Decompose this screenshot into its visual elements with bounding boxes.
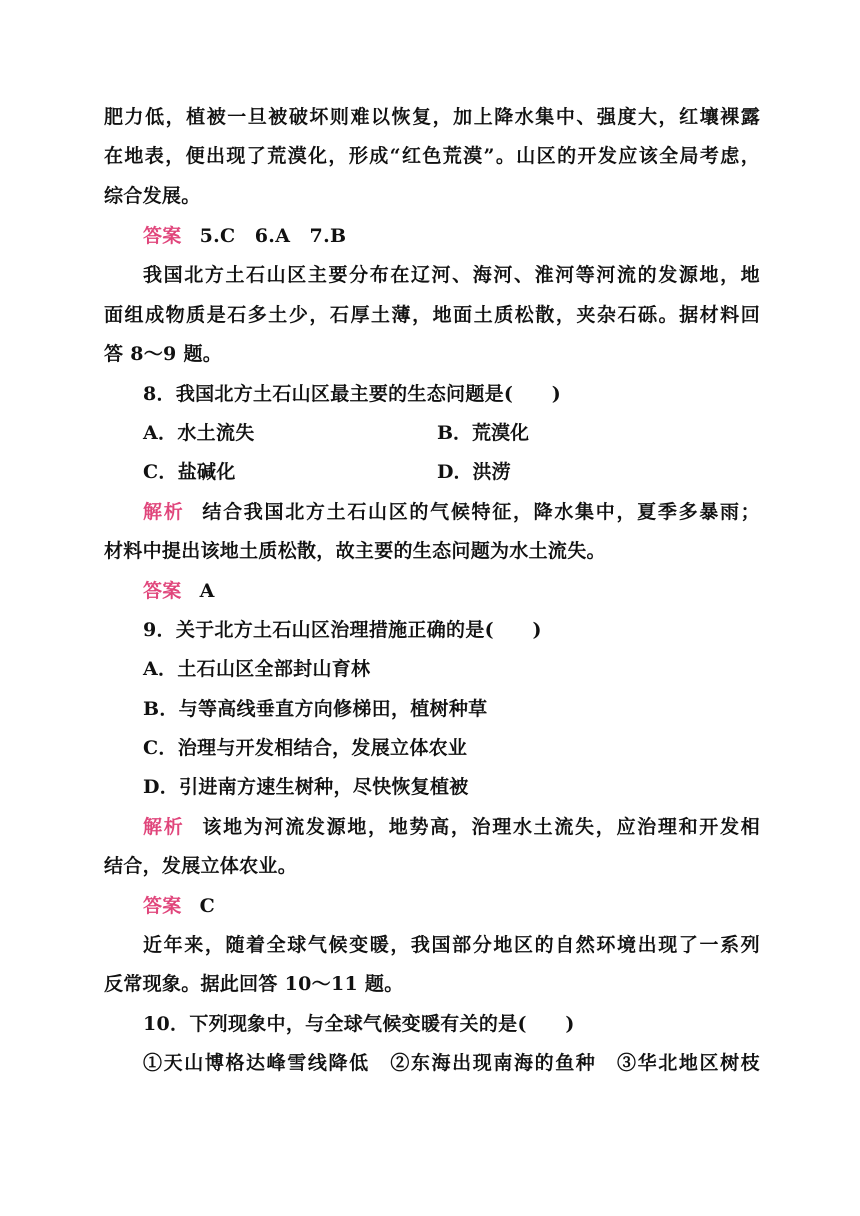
q8-option-c: C．盐碱化	[143, 461, 236, 483]
answer-tag: 答案	[143, 580, 182, 602]
q8-answer-value: A	[199, 580, 215, 602]
answer-tag: 答案	[143, 895, 182, 917]
q9-stem: 9．关于北方土石山区治理措施正确的是( )	[143, 619, 542, 641]
q8-answer	[143, 579, 760, 605]
intro-line-3: 综合发展。	[104, 185, 201, 207]
q9-option-b: B．与等高线垂直方向修梯田，植树种草	[143, 698, 488, 720]
q9-answer	[143, 894, 760, 920]
material-8-9-line-2: 面组成物质是石多土少，石厚土薄，地面土质松散，夹杂石砾。据材料回	[104, 304, 760, 326]
q8-analysis-text: 结合我国北方土石山区的气候特征，降水集中，夏季多暴雨；	[202, 501, 760, 523]
q8-option-a: A．水土流失	[143, 422, 255, 444]
material-8-9-line-3: 答 8～9 题。	[104, 343, 223, 365]
q9-answer-value: C	[199, 895, 216, 917]
material-10-11-line-1: 近年来，随着全球气候变暖，我国部分地区的自然环境出现了一系列	[143, 934, 760, 956]
intro-line-1: 肥力低，植被一旦被破坏则难以恢复，加上降水集中、强度大，红壤裸露	[104, 106, 760, 128]
q8-option-b: B．荒漠化	[437, 422, 530, 444]
intro-line-2: 在地表，便出现了荒漠化，形成“红色荒漠”。山区的开发应该全局考虑，	[104, 145, 760, 167]
q9-analysis-text: 该地为河流发源地，地势高，治理水土流失，应治理和开发相	[202, 816, 760, 838]
q9-option-a: A．土石山区全部封山育林	[143, 658, 371, 680]
analysis-tag: 解析	[143, 816, 185, 838]
q8-stem: 8．我国北方土石山区最主要的生态问题是( )	[143, 383, 562, 405]
q9-analysis-line-1	[143, 815, 760, 841]
q10-items: ①天山博格达峰雪线降低 ②东海出现南海的鱼种 ③华北地区树枝	[143, 1052, 760, 1074]
q9-option-d: D．引进南方速生树种，尽快恢复植被	[143, 776, 469, 798]
answer-5-7	[143, 224, 760, 250]
analysis-tag: 解析	[143, 501, 185, 523]
material-8-9-line-1: 我国北方土石山区主要分布在辽河、海河、淮河等河流的发源地，地	[143, 264, 760, 286]
answer-5-7-text: 5.C 6.A 7.B	[199, 225, 347, 247]
q8-analysis-line-2: 材料中提出该地土质松散，故主要的生态问题为水土流失。	[104, 540, 606, 562]
q8-option-d: D．洪涝	[437, 461, 511, 483]
q8-analysis-line-1	[143, 500, 760, 526]
answer-tag: 答案	[143, 225, 182, 247]
q9-option-c: C．治理与开发相结合，发展立体农业	[143, 737, 468, 759]
q10-stem: 10．下列现象中，与全球气候变暖有关的是( )	[143, 1013, 575, 1035]
q9-analysis-line-2: 结合，发展立体农业。	[104, 855, 298, 877]
material-10-11-line-2: 反常现象。据此回答 10～11 题。	[104, 973, 404, 995]
